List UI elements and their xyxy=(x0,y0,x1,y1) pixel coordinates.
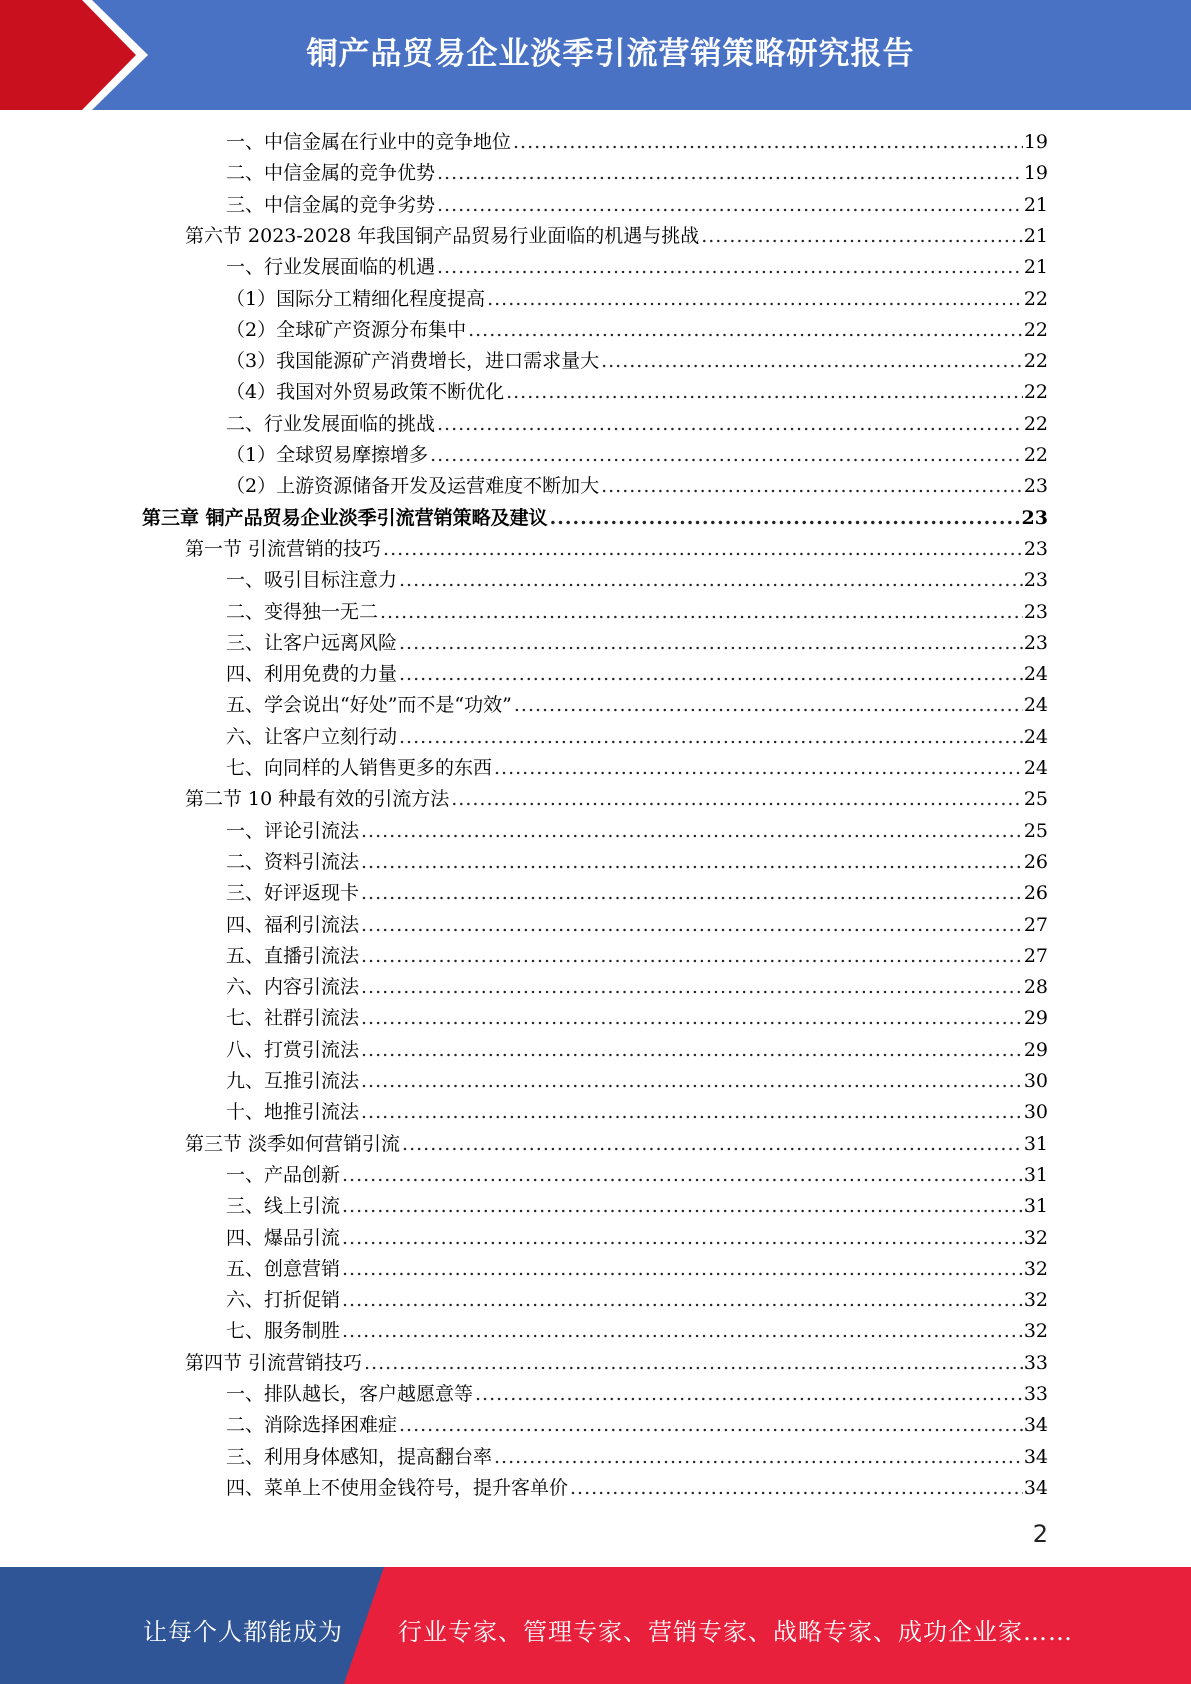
toc-entry[interactable] xyxy=(185,534,1048,565)
toc-dot-leader xyxy=(361,1003,1023,1034)
toc-entry[interactable] xyxy=(226,910,1048,941)
toc-entry-page: 27 xyxy=(1023,944,1048,967)
toc-entry-page: 21 xyxy=(1023,193,1048,216)
toc-dot-leader xyxy=(361,878,1023,909)
toc-dot-leader xyxy=(701,221,1023,252)
toc-entry-page: 31 xyxy=(1023,1195,1048,1218)
toc-dot-leader xyxy=(361,941,1023,972)
toc-dot-leader xyxy=(402,1129,1023,1160)
toc-entry-title: 六、打折促销 xyxy=(226,1289,341,1312)
toc-entry-title: 二、行业发展面临的挑战 xyxy=(226,412,436,435)
toc-dot-leader xyxy=(383,534,1023,565)
toc-entry-title: 一、排队越长，客户越愿意等 xyxy=(226,1383,474,1405)
toc-entry-page: 33 xyxy=(1023,1351,1048,1374)
toc-entry[interactable] xyxy=(226,722,1048,753)
toc-dot-leader xyxy=(361,1035,1023,1066)
toc-dot-leader xyxy=(361,910,1023,941)
toc-entry-page: 27 xyxy=(1023,913,1048,936)
toc-entry[interactable] xyxy=(226,597,1048,628)
toc-entry[interactable] xyxy=(226,690,1048,721)
toc-entry[interactable] xyxy=(185,1348,1048,1379)
page-number: 2 xyxy=(1032,1520,1048,1548)
toc-entry-title: （1）全球贸易摩擦增多 xyxy=(226,444,429,466)
toc-entry-page: 29 xyxy=(1023,1038,1048,1061)
toc-dot-leader xyxy=(399,1410,1023,1441)
toc-entry-page: 34 xyxy=(1023,1476,1048,1499)
toc-entry-title: （2）全球矿产资源分布集中 xyxy=(226,318,467,341)
toc-entry-page: 23 xyxy=(1023,537,1048,560)
toc-entry-title: 第六节 2023-2028 年我国铜产品贸易行业面临的机遇与挑战 xyxy=(185,224,700,247)
toc-entry-page: 30 xyxy=(1023,1101,1048,1124)
toc-entry-title: 一、吸引目标注意力 xyxy=(226,569,398,592)
toc-dot-leader xyxy=(506,377,1023,408)
toc-entry-page: 23 xyxy=(1023,631,1048,654)
toc-dot-leader xyxy=(601,471,1023,502)
toc-entry[interactable] xyxy=(226,158,1048,189)
toc-entry[interactable] xyxy=(226,377,1048,408)
toc-dot-leader xyxy=(399,628,1023,659)
toc-dot-leader xyxy=(570,1473,1023,1504)
toc-dot-leader xyxy=(361,972,1023,1003)
toc-entry[interactable] xyxy=(226,628,1048,659)
toc-entry-page: 29 xyxy=(1023,1007,1048,1030)
toc-dot-leader xyxy=(475,1379,1023,1410)
toc-entry[interactable] xyxy=(226,1379,1048,1410)
toc-dot-leader xyxy=(399,565,1023,596)
toc-entry-title: 九、互推引流法 xyxy=(226,1070,360,1092)
toc-entry-page: 24 xyxy=(1023,757,1048,779)
toc-entry-title: 三、让客户远离风险 xyxy=(226,631,398,654)
toc-entry-title: 三、线上引流 xyxy=(226,1195,341,1218)
toc-entry-title: 第三章 铜产品贸易企业淡季引流营销策略及建议 xyxy=(142,506,548,529)
footer-slogan-left: 让每个人都能成为 xyxy=(143,1618,343,1646)
toc-entry-page: 22 xyxy=(1023,350,1048,373)
toc-entry-title: 六、内容引流法 xyxy=(226,976,360,999)
toc-entry-page: 30 xyxy=(1023,1070,1048,1092)
toc-entry-title: 五、创意营销 xyxy=(226,1257,341,1280)
toc-entry-page: 34 xyxy=(1023,1445,1048,1468)
toc-entry-title: （4）我国对外贸易政策不断优化 xyxy=(226,381,505,404)
toc-entry[interactable] xyxy=(226,1442,1048,1473)
toc-entry-title: 四、爆品引流 xyxy=(226,1226,341,1249)
toc-entry-title: 第一节 引流营销的技巧 xyxy=(185,537,382,560)
toc-entry[interactable] xyxy=(226,1160,1048,1191)
toc-entry[interactable] xyxy=(226,941,1048,972)
toc-entry[interactable] xyxy=(226,471,1048,502)
toc-entry-page: 31 xyxy=(1023,1132,1048,1155)
toc-entry[interactable] xyxy=(226,284,1048,315)
toc-dot-leader xyxy=(399,659,1023,690)
toc-entry-page: 24 xyxy=(1023,725,1048,748)
toc-entry[interactable] xyxy=(226,878,1048,909)
toc-entry-page: 22 xyxy=(1023,412,1048,435)
page-footer xyxy=(0,1567,1191,1684)
toc-entry-title: 四、菜单上不使用金钱符号，提升客单价 xyxy=(226,1476,569,1499)
toc-dot-leader xyxy=(451,784,1023,815)
toc-entry-title: 第二节 10 种最有效的引流方法 xyxy=(185,788,450,811)
toc-entry-title: （1）国际分工精细化程度提高 xyxy=(226,287,486,310)
toc-entry-page: 24 xyxy=(1023,663,1048,686)
toc-dot-leader xyxy=(361,816,1023,847)
toc-entry-page: 19 xyxy=(1023,162,1048,185)
toc-dot-leader xyxy=(342,1160,1023,1191)
toc-entry[interactable] xyxy=(226,1066,1048,1097)
toc-entry[interactable] xyxy=(142,503,1048,534)
toc-entry-title: 七、服务制胜 xyxy=(226,1320,341,1343)
toc-dot-leader xyxy=(430,440,1023,471)
toc-entry[interactable] xyxy=(226,1223,1048,1254)
page-header xyxy=(0,0,1191,110)
toc-entry-page: 32 xyxy=(1023,1226,1048,1249)
toc-entry-title: 一、中信金属在行业中的竞争地位 xyxy=(226,131,512,153)
toc-dot-leader xyxy=(513,127,1023,158)
toc-entry-title: 五、学会说出“好处”而不是“功效” xyxy=(226,694,512,717)
toc-dot-leader xyxy=(468,315,1023,346)
toc-entry[interactable] xyxy=(226,1316,1048,1347)
toc-entry-page: 22 xyxy=(1023,318,1048,341)
toc-entry[interactable] xyxy=(226,1035,1048,1066)
toc-dot-leader xyxy=(437,190,1023,221)
toc-dot-leader xyxy=(514,690,1023,721)
toc-entry[interactable] xyxy=(226,1003,1048,1034)
toc-entry-page: 23 xyxy=(1023,569,1048,592)
toc-entry-page: 22 xyxy=(1023,287,1048,310)
toc-entry[interactable] xyxy=(226,440,1048,471)
toc-dot-leader xyxy=(364,1348,1023,1379)
toc-entry-title: 十、地推引流法 xyxy=(226,1101,360,1124)
toc-dot-leader xyxy=(487,284,1023,315)
toc-entry[interactable] xyxy=(226,1254,1048,1285)
toc-entry[interactable] xyxy=(226,315,1048,346)
toc-entry-page: 26 xyxy=(1023,850,1048,873)
toc-dot-leader xyxy=(342,1254,1023,1285)
toc-entry[interactable] xyxy=(226,252,1048,283)
toc-dot-leader xyxy=(342,1285,1023,1316)
toc-entry-title: 一、产品创新 xyxy=(226,1163,341,1186)
toc-entry-page: 24 xyxy=(1023,694,1048,717)
toc-entry-title: 七、向同样的人销售更多的东西 xyxy=(226,757,493,779)
toc-entry-page: 22 xyxy=(1023,381,1048,404)
toc-dot-leader xyxy=(399,722,1023,753)
toc-entry-title: 六、让客户立刻行动 xyxy=(226,725,398,748)
toc-entry-title: 二、中信金属的竞争优势 xyxy=(226,162,436,185)
toc-entry-title: 一、行业发展面临的机遇 xyxy=(226,256,436,279)
toc-entry-page: 23 xyxy=(1023,475,1048,498)
toc-dot-leader xyxy=(550,503,1021,534)
toc-entry-title: 七、社群引流法 xyxy=(226,1007,360,1030)
toc-entry[interactable] xyxy=(226,190,1048,221)
toc-dot-leader xyxy=(437,158,1023,189)
toc-entry-title: 四、福利引流法 xyxy=(226,913,360,936)
toc-entry[interactable] xyxy=(226,816,1048,847)
toc-entry-page: 34 xyxy=(1023,1414,1048,1437)
toc-entry[interactable] xyxy=(185,221,1048,252)
toc-entry-page: 23 xyxy=(1021,506,1048,529)
toc-entry-page: 19 xyxy=(1023,131,1048,153)
toc-entry-title: 二、资料引流法 xyxy=(226,850,360,873)
toc-entry-page: 25 xyxy=(1023,819,1048,842)
toc-entry[interactable] xyxy=(185,1129,1048,1160)
toc-entry-title: 二、消除选择困难症 xyxy=(226,1414,398,1437)
toc-entry-page: 32 xyxy=(1023,1320,1048,1343)
toc-entry-title: 一、评论引流法 xyxy=(226,819,360,842)
toc-dot-leader xyxy=(361,1066,1023,1097)
toc-entry-page: 21 xyxy=(1023,256,1048,279)
toc-entry-page: 32 xyxy=(1023,1257,1048,1280)
toc-entry[interactable] xyxy=(226,1285,1048,1316)
toc-entry-page: 25 xyxy=(1023,788,1048,811)
toc-entry[interactable] xyxy=(226,127,1048,158)
toc-entry-page: 23 xyxy=(1023,600,1048,623)
toc-entry-page: 32 xyxy=(1023,1289,1048,1312)
toc-entry[interactable] xyxy=(185,784,1048,815)
toc-entry[interactable] xyxy=(226,565,1048,596)
toc-entry[interactable] xyxy=(226,346,1048,377)
toc-entry-title: 三、好评返现卡 xyxy=(226,882,360,905)
toc-entry-title: （2）上游资源储备开发及运营难度不断加大 xyxy=(226,475,600,498)
toc-entry-title: 五、直播引流法 xyxy=(226,944,360,967)
toc-entry[interactable] xyxy=(226,409,1048,440)
toc-entry-title: 三、中信金属的竞争劣势 xyxy=(226,193,436,216)
toc-dot-leader xyxy=(380,597,1023,628)
toc-entry[interactable] xyxy=(226,659,1048,690)
toc-entry-page: 22 xyxy=(1023,444,1048,466)
toc-dot-leader xyxy=(437,252,1023,283)
toc-dot-leader xyxy=(342,1316,1023,1347)
toc-dot-leader xyxy=(601,346,1023,377)
toc-entry-title: 第三节 淡季如何营销引流 xyxy=(185,1132,401,1155)
toc-dot-leader xyxy=(494,753,1023,784)
toc-entry-title: 三、利用身体感知，提高翻台率 xyxy=(226,1445,493,1468)
toc-entry-page: 33 xyxy=(1023,1383,1048,1405)
toc-dot-leader xyxy=(494,1442,1023,1473)
toc-entry[interactable] xyxy=(226,1410,1048,1441)
toc-entry[interactable] xyxy=(226,1473,1048,1504)
toc-entry[interactable] xyxy=(226,753,1048,784)
toc-entry-page: 26 xyxy=(1023,882,1048,905)
report-title: 铜产品贸易企业淡季引流营销策略研究报告 xyxy=(306,36,915,72)
toc-entry[interactable] xyxy=(226,847,1048,878)
toc-entry-title: 第四节 引流营销技巧 xyxy=(185,1351,363,1374)
toc-entry-page: 21 xyxy=(1023,224,1048,247)
toc-dot-leader xyxy=(437,409,1023,440)
toc-entry-title: 二、变得独一无二 xyxy=(226,600,379,623)
toc-entry[interactable] xyxy=(226,1191,1048,1222)
toc-entry-title: （3）我国能源矿产消费增长，进口需求量大 xyxy=(226,350,600,373)
footer-slogan-right: 行业专家、管理专家、营销专家、战略专家、成功企业家…… xyxy=(398,1618,1073,1646)
toc-entry-title: 四、利用免费的力量 xyxy=(226,663,398,686)
toc-entry[interactable] xyxy=(226,972,1048,1003)
toc-entry-title: 八、打赏引流法 xyxy=(226,1038,360,1061)
toc-entry-page: 31 xyxy=(1023,1163,1048,1186)
toc-dot-leader xyxy=(342,1191,1023,1222)
toc-dot-leader xyxy=(342,1223,1023,1254)
toc-dot-leader xyxy=(361,847,1023,878)
toc-dot-leader xyxy=(361,1097,1023,1128)
toc-entry[interactable] xyxy=(226,1097,1048,1128)
toc-entry-page: 28 xyxy=(1023,976,1048,999)
